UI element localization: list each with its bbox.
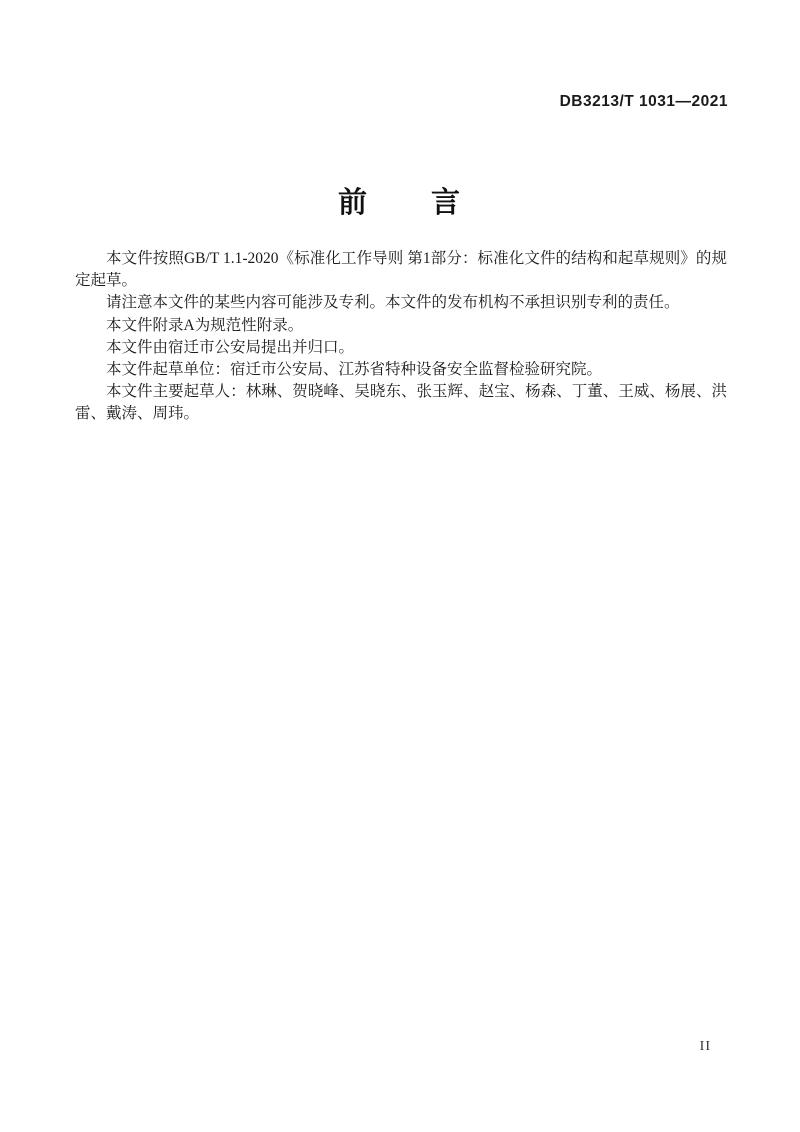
page-number: II bbox=[699, 1039, 711, 1054]
paragraph-proposing-body: 本文件由宿迁市公安局提出并归口。 bbox=[106, 338, 355, 356]
paragraph-drafting-organizations: 本文件起草单位：宿迁市公安局、江苏省特种设备安全监督检验研究院。 bbox=[106, 361, 603, 379]
paragraph-annex-note: 本文件附录A为规范性附录。 bbox=[106, 316, 304, 334]
paragraph-drafting-rules: 本文件按照GB/T 1.1-2020《标准化工作导则 第1部分：标准化文件的结构和起草规则》的规定起草。 bbox=[75, 250, 727, 290]
foreword-body bbox=[75, 248, 727, 426]
paragraph-main-drafters: 本文件主要起草人：林琳、贺晓峰、吴晓东、张玉辉、赵宝、杨森、丁董、王威、杨展、洪雷、戴涛、周玮。 bbox=[75, 383, 727, 423]
header-doc-number: DB3213/T 1031—2021 bbox=[559, 93, 728, 110]
page-title: 前 言 bbox=[337, 187, 462, 219]
paragraph-patent-notice: 请注意本文件的某些内容可能涉及专利。本文件的发布机构不承担识别专利的责任。 bbox=[106, 294, 680, 312]
